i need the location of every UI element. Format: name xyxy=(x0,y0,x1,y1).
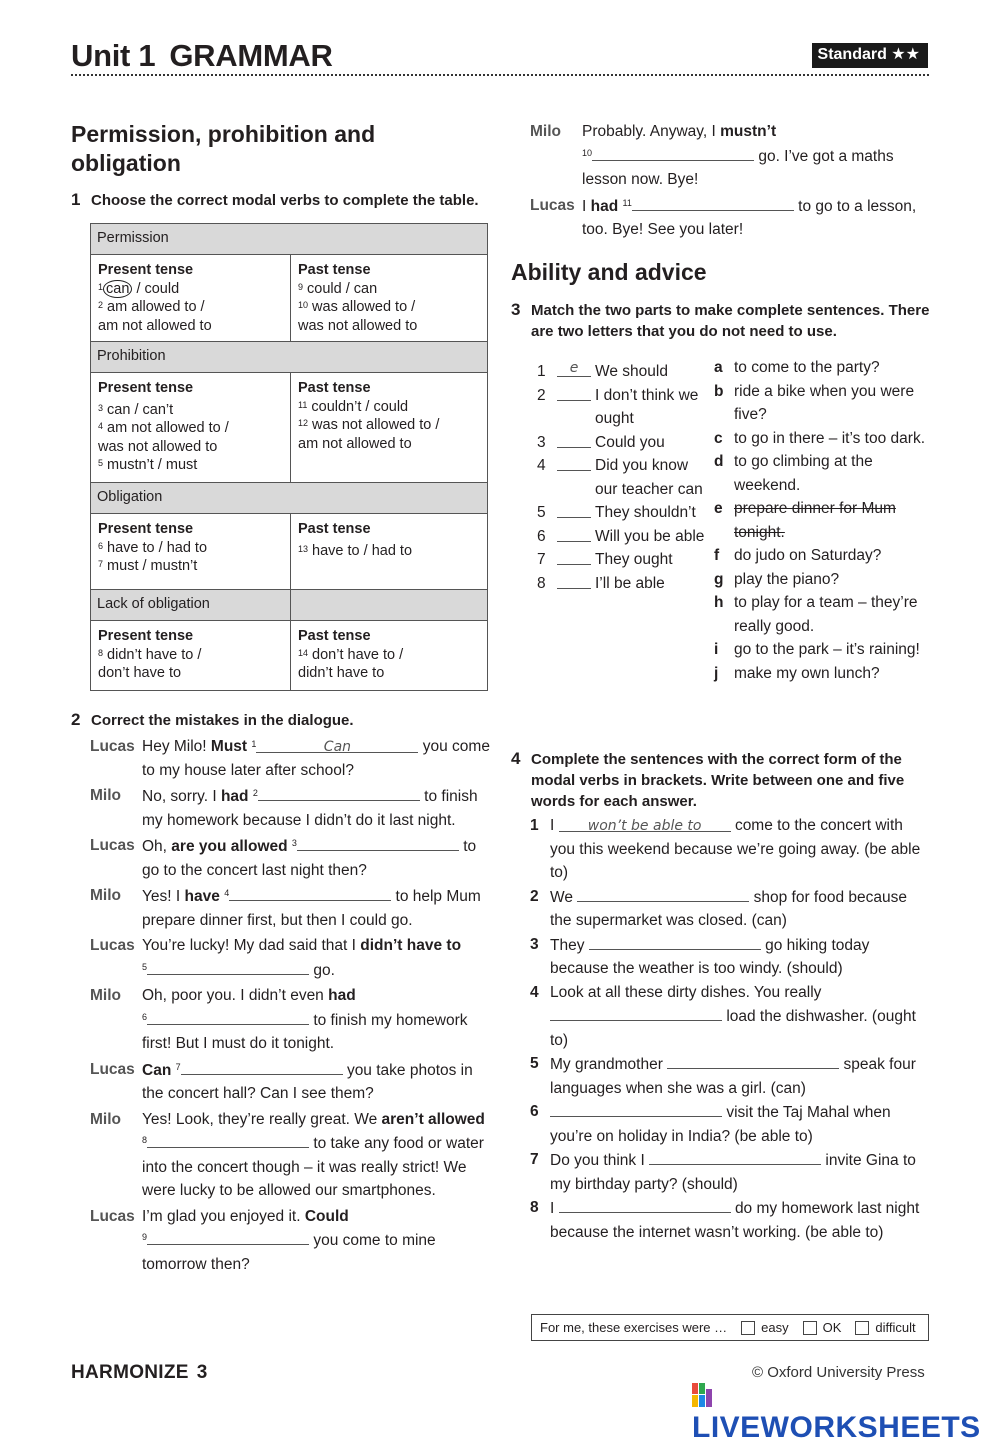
match-option: f do judo on Saturday? xyxy=(714,547,882,564)
match-option: c to go in there – it’s too dark. xyxy=(714,429,925,447)
question-item: 6 visit the Taj Mahal when you’re on holiday in India? (be able to) xyxy=(530,1100,930,1148)
footer-brand: HARMONIZE 3 xyxy=(71,1362,208,1383)
table-cell: Past tense $^{13}$ have to / had to xyxy=(291,514,488,590)
answer-blank[interactable] xyxy=(550,1004,722,1021)
exercise-2-instruction: 2 Correct the mistakes in the dialogue. xyxy=(71,710,354,729)
match-option: d to go climbing at the weekend. xyxy=(714,453,873,494)
dialogue-line: Lucas Hey Milo! Must $^1$ Can you come to my house later after school? xyxy=(90,738,490,779)
table-head-lack: Lack of obligation xyxy=(91,590,291,621)
section-label: GRAMMAR xyxy=(169,38,333,73)
copyright: © Oxford University Press xyxy=(752,1364,925,1381)
grammar-table xyxy=(90,223,488,691)
answer-blank-5[interactable] xyxy=(147,958,309,975)
table-cell: Present tense $^6$ have to / had to $^7$ must / mustn’t xyxy=(91,514,291,590)
option-7[interactable]: must / mustn’t xyxy=(107,558,198,574)
exercise-4-items xyxy=(530,814,930,1244)
question-item: 2 We shop for food because the supermarket was closed. (can) xyxy=(530,885,930,933)
table-head-prohibition: Prohibition xyxy=(91,342,488,373)
ok-checkbox[interactable] xyxy=(803,1321,817,1335)
match-blank[interactable] xyxy=(557,384,591,401)
option-3[interactable]: can / can’t xyxy=(107,401,174,418)
feedback-prompt: For me, these exercises were … xyxy=(540,1320,728,1335)
option-10[interactable]: was allowed to / xyxy=(312,299,416,315)
match-blank[interactable] xyxy=(557,548,591,565)
dialogue-line: Milo Oh, poor you. I didn’t even had $^6$ to finish my homework first! But I must do it tonight. xyxy=(90,987,468,1052)
option-2[interactable]: am allowed to / xyxy=(107,299,205,315)
answer-blank[interactable]: won’t be able to xyxy=(559,815,731,832)
match-option: a to come to the party? xyxy=(714,359,880,376)
exercise-3-instruction: 3 Match the two parts to make complete sentences. There are two letters that you do not need to use. xyxy=(511,300,930,340)
dialogue-line: Lucas Can $^7$ you take photos in the concert hall? Can I see them? xyxy=(90,1058,490,1106)
match-item: 3 Could you xyxy=(537,431,707,455)
option-4[interactable]: am not allowed to / xyxy=(107,420,229,436)
option-13[interactable]: have to / had to xyxy=(312,542,413,559)
answer-blank-7[interactable] xyxy=(181,1058,343,1075)
question-item: 5 My grandmother speak four languages when she was a girl. (can) xyxy=(530,1052,930,1100)
question-item: 3 They go hiking today because the weather is too windy. (should) xyxy=(530,933,930,981)
match-item: 7 They ought xyxy=(537,548,707,572)
answer-blank[interactable] xyxy=(559,1196,731,1213)
option-12[interactable]: was not allowed to / xyxy=(312,417,440,433)
dialogue-line: Lucas You’re lucky! My dad said that I didn’t have to $^5$ go. xyxy=(90,937,462,979)
page-title xyxy=(71,38,333,74)
dialogue-line: Lucas I’m glad you enjoyed it. Could $^9$ you come to mine tomorrow then? xyxy=(90,1207,436,1273)
match-option-used: e prepare dinner for Mum tonight. xyxy=(714,500,896,541)
match-item: 5 They shouldn’t xyxy=(537,501,707,525)
question-item: 7 Do you think I invite Gina to my birthday party? (should) xyxy=(530,1148,930,1196)
table-cell: Past tense $^{14}$ don’t have to / didn’t have to xyxy=(291,621,488,691)
answer-blank[interactable] xyxy=(667,1052,839,1069)
answer-blank-6[interactable] xyxy=(147,1008,309,1025)
answer-blank[interactable] xyxy=(649,1148,821,1165)
table-cell: Present tense $^3$ can / can’t $^4$ am not allowed to / was not allowed to $^5$ mustn’t / must xyxy=(91,373,291,483)
dialogue-line: Lucas Oh, are you allowed $^3$ to go to the concert last night then? xyxy=(90,834,490,882)
feedback-box: For me, these exercises were … easy OK difficult xyxy=(531,1314,929,1341)
match-left-list xyxy=(537,360,707,595)
section-title-permission: Permission, prohibition and obligation xyxy=(71,121,376,176)
difficult-checkbox[interactable] xyxy=(855,1321,869,1335)
level-badge: Standard ★★ xyxy=(812,43,928,68)
match-item: 8 I’ll be able xyxy=(537,572,707,596)
match-option: h to play for a team – they’re really good. xyxy=(714,594,918,635)
match-blank[interactable] xyxy=(557,525,591,542)
section-title-ability: Ability and advice xyxy=(511,259,707,285)
match-blank[interactable] xyxy=(557,572,591,589)
answer-blank-9[interactable] xyxy=(147,1228,309,1245)
answer-blank[interactable] xyxy=(589,933,761,950)
table-cell: Present tense $^8$ didn’t have to / don’t have to xyxy=(91,621,291,691)
table-head-obligation: Obligation xyxy=(91,483,488,514)
match-item: 4 Did you know our teacher can xyxy=(537,454,707,501)
dialogue-line: Milo Yes! I have $^4$ to help Mum prepare dinner first, but then I could go. xyxy=(90,884,490,932)
match-option: g play the piano? xyxy=(714,570,840,588)
answer-blank-10[interactable] xyxy=(592,144,754,161)
table-cell: Present tense $^1$ can / could $^2$ am allowed to / am not allowed to xyxy=(91,255,291,342)
answer-blank-2[interactable] xyxy=(258,784,420,801)
option-9[interactable]: could / can xyxy=(307,280,378,297)
match-blank[interactable] xyxy=(557,454,591,471)
dialogue-line: Milo Probably. Anyway, I mustn’t $^{10}$ go. I’ve got a maths lesson now. Bye! xyxy=(530,123,894,188)
exercise-number: 1 xyxy=(71,190,81,209)
match-blank[interactable]: e xyxy=(557,360,591,377)
option-5[interactable]: mustn’t / must xyxy=(107,457,198,473)
question-item: 1 I won’t be able to come to the concert with you this weekend because we’re going away. (be able to) xyxy=(530,817,921,881)
match-blank[interactable] xyxy=(557,431,591,448)
option-8[interactable]: didn’t have to / xyxy=(107,646,202,663)
option-11[interactable]: couldn’t / could xyxy=(311,398,409,415)
question-item: 4 Look at all these dirty dishes. You really load the dishwasher. (ought to) xyxy=(530,983,916,1049)
circled-answer: can xyxy=(103,280,132,298)
dialogue-continued xyxy=(530,120,930,244)
match-blank[interactable] xyxy=(557,501,591,518)
dialogue-line: Milo Yes! Look, they’re really great. We aren’t allowed $^8$ to take any food or water into the concert though – it was really strict! We were lucky to be allowed our smartphones. xyxy=(90,1110,485,1199)
option-6[interactable]: have to / had to xyxy=(107,539,208,556)
exercise-1-instruction xyxy=(71,190,491,211)
answer-blank[interactable] xyxy=(550,1100,722,1117)
dialogue-line: Lucas I had $^{11}$ to go to a lesson, too. Bye! See you later! xyxy=(530,194,930,242)
exercise-4-instruction: 4 Complete the sentences with the correct form of the modal verbs in brackets. Write between one and five words for each answer. xyxy=(511,749,905,810)
answer-blank-11[interactable] xyxy=(632,194,794,211)
match-option: b ride a bike when you were five? xyxy=(714,382,915,423)
easy-checkbox[interactable] xyxy=(741,1321,755,1335)
dialogue-line: Milo No, sorry. I had $^2$ to finish my homework because I didn’t do it last night. xyxy=(90,784,490,832)
question-item: 8 I do my homework last night because the internet wasn’t working. (be able to) xyxy=(530,1196,930,1244)
header-divider xyxy=(71,74,929,76)
dialogue xyxy=(90,735,490,1278)
match-option: j make my own lunch? xyxy=(714,664,880,682)
match-item: 6 Will you be able xyxy=(537,525,707,549)
match-item: 2 I don’t think we ought xyxy=(537,384,707,431)
table-cell: Past tense $^9$ could / can $^{10}$ was allowed to / was not allowed to xyxy=(291,255,488,342)
answer-blank[interactable] xyxy=(577,885,749,902)
answer-blank-4[interactable] xyxy=(229,884,391,901)
match-item: 1 e We should xyxy=(537,360,668,380)
match-option: i go to the park – it’s raining! xyxy=(714,641,920,658)
answer-blank-8[interactable] xyxy=(147,1131,309,1148)
unit-label: Unit 1 xyxy=(71,38,156,73)
liveworksheets-watermark: LIVEWORKSHEETS xyxy=(692,1377,1000,1445)
instruction-text: Choose the correct modal verbs to complete the table. xyxy=(91,192,479,209)
table-head-permission: Permission xyxy=(91,224,488,255)
table-cell: Past tense $^{11}$ couldn’t / could $^{12}$ was not allowed to / am not allowed to xyxy=(291,373,488,483)
liveworksheets-logo-icon xyxy=(692,1383,712,1407)
match-right-list xyxy=(714,356,934,685)
answer-blank-1[interactable]: Can xyxy=(256,736,418,753)
answer-blank-3[interactable] xyxy=(297,834,459,851)
option-14[interactable]: don’t have to / xyxy=(312,646,404,663)
